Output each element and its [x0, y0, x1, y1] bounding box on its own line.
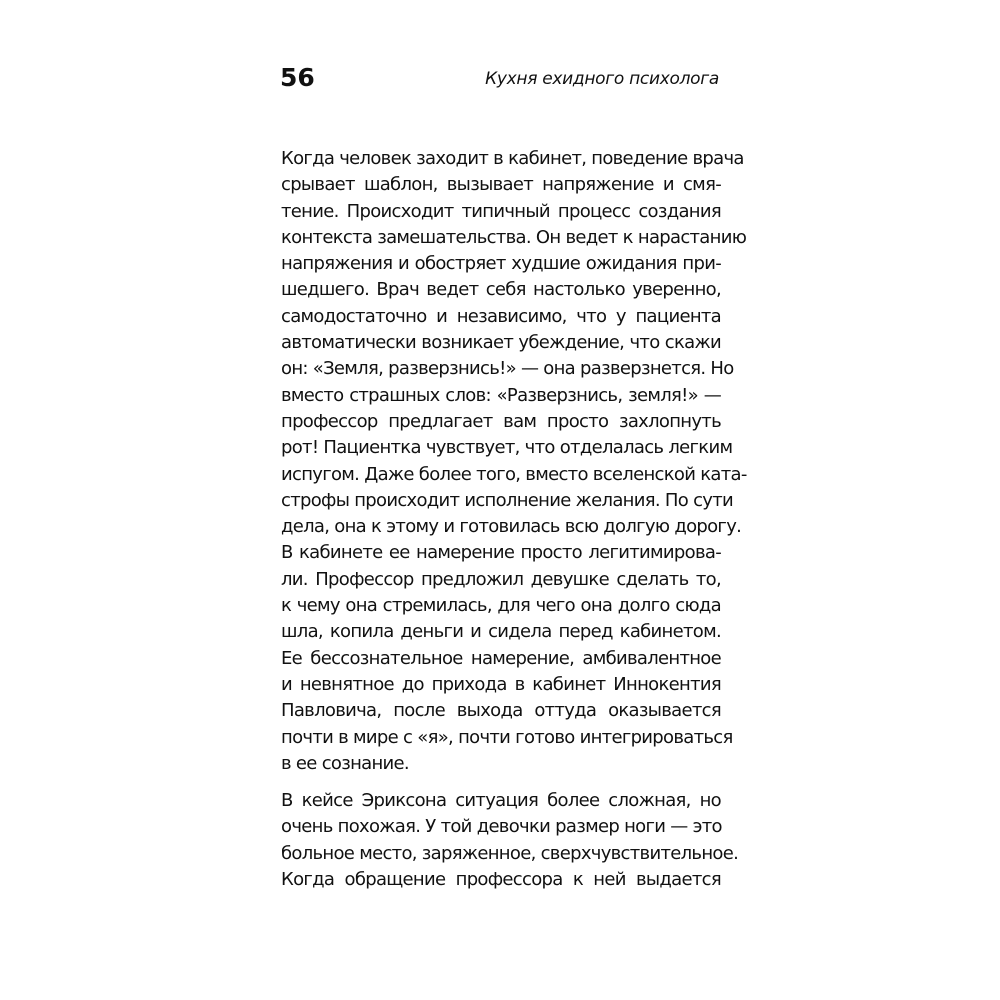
- text-line: он: «Земля, разверзнись!» — она разверзнется. Но: [281, 358, 734, 380]
- text-line: Ее бессознательное намерение, амбивалентное: [281, 647, 721, 669]
- text-line: В кабинете ее намерение просто легитимирова-: [281, 542, 721, 564]
- text-line: вместо страшных слов: «Разверзнись, земля!» —: [281, 384, 721, 406]
- text-line: Когда обращение профессора к ней выдается: [281, 868, 721, 890]
- text-line: к чему она стремилась, для чего она долго сюда: [281, 595, 721, 617]
- text-line: почти в мире с «я», почти готово интегрироваться: [281, 726, 733, 748]
- running-title: Кухня ехидного психолога: [485, 69, 719, 89]
- text-line: Когда человек заходит в кабинет, поведение врача: [281, 148, 744, 169]
- paragraph-2: [281, 788, 739, 893]
- text-line: ли. Профессор предложил девушке сделать то,: [281, 568, 721, 590]
- text-line: тение. Происходит типичный процесс создания: [281, 200, 721, 222]
- text-line: самодостаточно и независимо, что у пациента: [281, 305, 721, 327]
- text-line: рот! Пациентка чувствует, что отделалась легким: [281, 437, 733, 459]
- text-line: шедшего. Врач ведет себя настолько уверенно,: [281, 279, 721, 301]
- text-line: В кейсе Эриксона ситуация более сложная, но: [281, 790, 721, 811]
- text-line: испугом. Даже более того, вместо вселенской ката-: [281, 463, 747, 485]
- text-line: напряжения и обостряет худшие ожидания при-: [281, 253, 721, 275]
- text-line: дела, она к этому и готовилась всю долгую дорогу.: [281, 516, 742, 538]
- text-line: больное место, заряженное, сверхчувствительное.: [281, 842, 739, 864]
- text-line: автоматически возникает убеждение, что скажи: [281, 332, 721, 354]
- text-line: профессор предлагает вам просто захлопнуть: [281, 410, 721, 432]
- text-line: контекста замешательства. Он ведет к нарастанию: [281, 226, 747, 248]
- text-line: строфы происходит исполнение желания. По сути: [281, 489, 734, 511]
- text-line: шла, копила деньги и сидела перед кабинетом.: [281, 621, 721, 643]
- paragraph-1: [281, 146, 747, 777]
- page-number: 56: [280, 63, 315, 92]
- text-line: в ее сознание.: [281, 752, 409, 774]
- text-line: и невнятное до прихода в кабинет Иннокентия: [281, 673, 721, 695]
- text-line: Павловича, после выхода оттуда оказывается: [281, 700, 721, 722]
- text-line: очень похожая. У той девочки размер ноги — это: [281, 816, 722, 838]
- text-line: срывает шаблон, вызывает напряжение и смя-: [281, 174, 721, 196]
